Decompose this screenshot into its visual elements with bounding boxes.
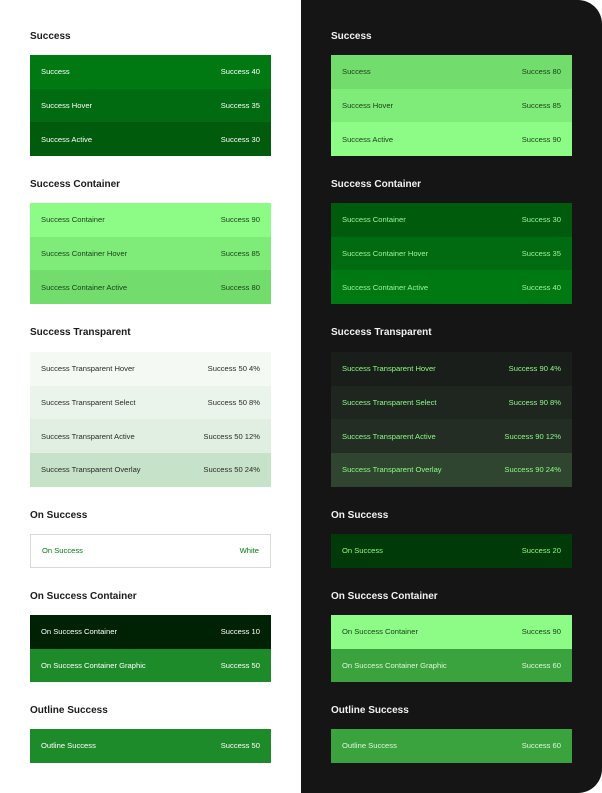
- swatch-token: Success 60: [521, 661, 561, 671]
- section-title-success-transparent: Success Transparent: [30, 327, 131, 338]
- swatch-token: Success 20: [521, 546, 561, 556]
- swatch-label: On Success Container Graphic: [342, 661, 447, 671]
- swatch-row-on-success-container: [30, 615, 271, 649]
- swatch-row-success-transparent-overlay: [331, 453, 572, 487]
- swatch-row-success-transparent-hover: [331, 352, 572, 386]
- swatch-group-on-success: [331, 534, 572, 568]
- swatch-label: Success: [342, 67, 371, 77]
- swatch-label: Outline Success: [342, 741, 397, 751]
- swatch-label: Success Container Active: [41, 282, 128, 292]
- swatch-label: Outline Success: [41, 741, 96, 751]
- section-title-success-transparent: Success Transparent: [331, 327, 432, 338]
- swatch-token: Success 80: [521, 67, 561, 77]
- swatch-group-success-container: [30, 203, 271, 304]
- swatch-label: Success Hover: [342, 101, 394, 111]
- section-title-success: Success: [331, 31, 372, 42]
- swatch-token: Success 50 4%: [207, 364, 260, 374]
- swatch-token: Success 10: [220, 627, 260, 637]
- swatch-token: Success 50: [220, 661, 260, 671]
- swatch-label: Success Container Active: [342, 282, 429, 292]
- swatch-row-success-transparent-active: [331, 419, 572, 453]
- section-title-success: Success: [30, 31, 71, 42]
- swatch-label: Success Transparent Select: [342, 398, 437, 408]
- swatch-token: Success 85: [521, 101, 561, 111]
- swatch-group-on-success-container: [331, 615, 572, 682]
- swatch-token: Success 60: [521, 741, 561, 751]
- swatch-row-success: [30, 55, 271, 89]
- swatch-group-outline-success: [331, 729, 572, 763]
- section-title-outline-success: Outline Success: [331, 705, 409, 716]
- swatch-label: On Success Container Graphic: [41, 661, 146, 671]
- swatch-token: Success 35: [220, 101, 260, 111]
- swatch-token: Success 35: [521, 249, 561, 259]
- swatch-row-success-transparent-overlay: [30, 453, 271, 487]
- swatch-label: Success Transparent Hover: [342, 364, 436, 374]
- swatch-group-success-transparent: [331, 352, 572, 487]
- swatch-label: Success Hover: [41, 101, 93, 111]
- section-title-outline-success: Outline Success: [30, 705, 108, 716]
- swatch-row-success-container-active: [30, 270, 271, 304]
- swatch-group-on-success-container: [30, 615, 271, 682]
- swatch-row-success-active: [30, 122, 271, 156]
- swatch-token: Success 50 8%: [207, 398, 260, 408]
- section-title-success-container: Success Container: [30, 179, 121, 190]
- swatch-token: Success 30: [521, 215, 561, 225]
- swatch-token: Success 40: [220, 67, 260, 77]
- swatch-token: Success 50 24%: [203, 465, 260, 475]
- section-title-on-success-container: On Success Container: [331, 591, 438, 602]
- swatch-group-on-success: [30, 534, 271, 568]
- swatch-label: Success Container: [342, 215, 406, 225]
- swatch-label: Success Container Hover: [41, 249, 128, 259]
- swatch-group-success-transparent: [30, 352, 271, 487]
- swatch-label: On Success: [42, 546, 83, 556]
- swatch-group-outline-success: [30, 729, 271, 763]
- swatch-label: Success Active: [342, 134, 394, 144]
- swatch-token: Success 90 4%: [508, 364, 561, 374]
- swatch-row-success-transparent-hover: [30, 352, 271, 386]
- swatch-label: Success Transparent Active: [342, 431, 436, 441]
- swatch-token: Success 50: [220, 741, 260, 751]
- swatch-token: Success 50 12%: [203, 431, 260, 441]
- swatch-row-success-hover: [30, 89, 271, 123]
- swatch-group-success: [331, 55, 572, 156]
- swatch-row-success-transparent-select: [331, 386, 572, 420]
- swatch-row-success-container-active: [331, 270, 572, 304]
- swatch-label: Success Transparent Select: [41, 398, 136, 408]
- dark-theme-panel: [301, 0, 602, 793]
- swatch-row-success-hover: [331, 89, 572, 123]
- section-title-on-success: On Success: [331, 510, 389, 521]
- swatch-token: Success 30: [220, 134, 260, 144]
- swatch-label: Success: [41, 67, 70, 77]
- swatch-row-success-active: [331, 122, 572, 156]
- swatch-token: Success 40: [521, 282, 561, 292]
- swatch-row-on-success-container-graphic: [30, 649, 271, 683]
- swatch-row-on-success: [30, 534, 271, 568]
- swatch-token: Success 90 8%: [508, 398, 561, 408]
- swatch-row-success-container: [30, 203, 271, 237]
- swatch-row-on-success-container: [331, 615, 572, 649]
- swatch-row-success-container-hover: [331, 237, 572, 271]
- section-title-success-container: Success Container: [331, 179, 422, 190]
- swatch-label: Success Transparent Active: [41, 431, 135, 441]
- section-title-on-success-container: On Success Container: [30, 591, 137, 602]
- swatch-token: Success 90: [521, 134, 561, 144]
- swatch-group-success-container: [331, 203, 572, 304]
- swatch-token: Success 90 24%: [504, 465, 561, 475]
- swatch-token: White: [239, 546, 259, 556]
- swatch-label: Success Container Hover: [342, 249, 429, 259]
- swatch-label: Success Active: [41, 134, 93, 144]
- swatch-label: Success Transparent Overlay: [342, 465, 442, 475]
- swatch-row-success-transparent-select: [30, 386, 271, 420]
- swatch-token: Success 85: [220, 249, 260, 259]
- section-title-on-success: On Success: [30, 510, 88, 521]
- swatch-label: On Success: [342, 546, 383, 556]
- swatch-token: Success 90: [521, 627, 561, 637]
- swatch-label: Success Transparent Hover: [41, 364, 135, 374]
- swatch-row-outline-success: [30, 729, 271, 763]
- swatch-row-success-transparent-active: [30, 419, 271, 453]
- swatch-row-success: [331, 55, 572, 89]
- swatch-label: Success Transparent Overlay: [41, 465, 141, 475]
- swatch-label: Success Container: [41, 215, 105, 225]
- swatch-token: Success 90: [220, 215, 260, 225]
- swatch-label: On Success Container: [41, 627, 117, 637]
- swatch-row-outline-success: [331, 729, 572, 763]
- swatch-token: Success 90 12%: [504, 431, 561, 441]
- swatch-row-success-container-hover: [30, 237, 271, 271]
- swatch-token: Success 80: [220, 282, 260, 292]
- swatch-row-success-container: [331, 203, 572, 237]
- swatch-label: On Success Container: [342, 627, 418, 637]
- swatch-group-success: [30, 55, 271, 156]
- swatch-row-on-success-container-graphic: [331, 649, 572, 683]
- swatch-row-on-success: [331, 534, 572, 568]
